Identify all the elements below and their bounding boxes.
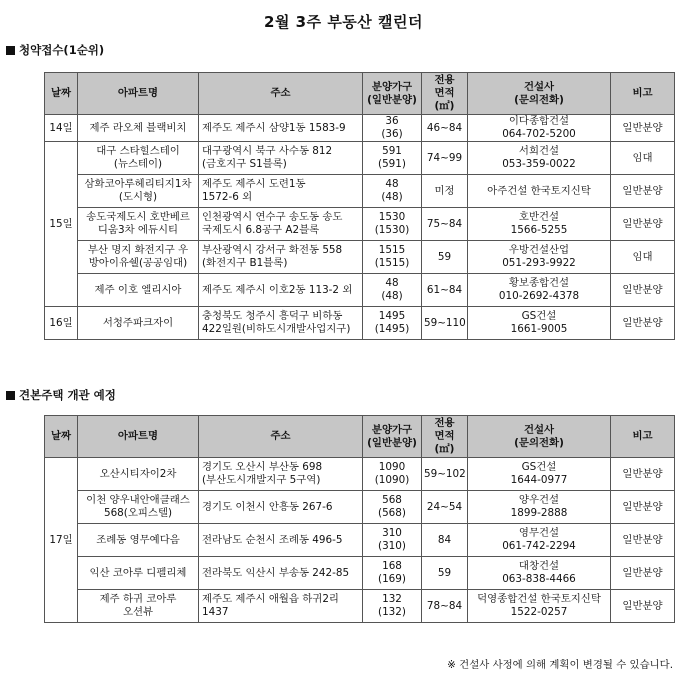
cell-date: 16일 [45,307,78,340]
cell-area: 59 [422,241,468,274]
section-heading-subscription [6,42,104,58]
table-row [45,491,675,524]
cell-builder: 서희건설 053-359-0022 [468,142,611,175]
cell-builder: 대창건설 063-838-4466 [468,557,611,590]
column-header-name: 아파트명 [78,73,199,115]
cell-area: 59~102 [422,458,468,491]
cell-area: 59~110 [422,307,468,340]
cell-units: 568 (568) [363,491,422,524]
cell-name: 오산시티자이2차 [78,458,199,491]
table-row [45,557,675,590]
cell-address: 충청북도 청주시 흥덕구 비하동 422일원(비하도시개발사업지구) [199,307,363,340]
cell-area: 59 [422,557,468,590]
column-header-date: 날짜 [45,73,78,115]
model-house-table [44,415,675,623]
table-row [45,524,675,557]
column-header-note: 비고 [611,416,675,458]
column-header-note: 비고 [611,73,675,115]
cell-area: 78~84 [422,590,468,623]
cell-units: 36 (36) [363,115,422,142]
column-header-date: 날짜 [45,416,78,458]
cell-units: 591 (591) [363,142,422,175]
cell-builder: 호반건설 1566-5255 [468,208,611,241]
column-header-units: 분양가구 (일반분양) [363,416,422,458]
cell-area: 24~54 [422,491,468,524]
cell-address: 경기도 이천시 안흥동 267-6 [199,491,363,524]
cell-area: 46~84 [422,115,468,142]
cell-units: 132 (132) [363,590,422,623]
cell-address: 제주도 제주시 도련1동 1572-6 외 [199,175,363,208]
cell-note: 일반분양 [611,590,675,623]
column-header-builder: 건설사 (문의전화) [468,416,611,458]
cell-address: 경기도 오산시 부산동 698 (부산도시개발지구 5구역) [199,458,363,491]
cell-units: 1495 (1495) [363,307,422,340]
cell-name: 제주 이호 엘리시아 [78,274,199,307]
cell-area: 61~84 [422,274,468,307]
cell-area: 미정 [422,175,468,208]
table-header-row [45,416,675,458]
cell-name: 제주 하귀 코아루 오션뷰 [78,590,199,623]
cell-note: 임대 [611,142,675,175]
cell-name: 삼화코아루헤리티지1차 (도시형) [78,175,199,208]
footnote: ※ 건설사 사정에 의해 계획이 변경될 수 있습니다. [447,659,673,671]
cell-name: 제주 라오체 블랙비치 [78,115,199,142]
cell-units: 48 (48) [363,175,422,208]
table-row [45,307,675,340]
cell-builder: 덕영종합건설 한국토지신탁 1522-0257 [468,590,611,623]
subscription-table [44,72,675,340]
table-row [45,142,675,175]
cell-name: 익산 코아루 디펠리체 [78,557,199,590]
cell-name: 대구 스타힐스테이 (뉴스테이) [78,142,199,175]
cell-builder: 양우건설 1899-2888 [468,491,611,524]
cell-units: 48 (48) [363,274,422,307]
cell-units: 168 (169) [363,557,422,590]
column-header-address: 주소 [199,416,363,458]
cell-address: 인천광역시 연수구 송도동 송도 국제도시 6.8공구 A2블록 [199,208,363,241]
cell-name: 송도국제도시 호반베르 디움3차 에듀시티 [78,208,199,241]
bullet-square-icon [6,46,15,55]
cell-units: 1515 (1515) [363,241,422,274]
cell-note: 일반분양 [611,524,675,557]
table-row [45,241,675,274]
cell-note: 일반분양 [611,458,675,491]
cell-note: 일반분양 [611,274,675,307]
table-row [45,115,675,142]
cell-name: 서청주파크자이 [78,307,199,340]
cell-builder: 영무건설 061-742-2294 [468,524,611,557]
section-title: 견본주택 개관 예정 [19,388,116,402]
table-row [45,274,675,307]
cell-builder: GS건설 1661-9005 [468,307,611,340]
bullet-square-icon [6,391,15,400]
table-header-row [45,73,675,115]
cell-note: 일반분양 [611,557,675,590]
cell-units: 1090 (1090) [363,458,422,491]
cell-name: 조례동 영무예다음 [78,524,199,557]
cell-address: 제주도 제주시 이호2동 113-2 외 [199,274,363,307]
cell-date: 17일 [45,458,78,623]
section-heading-model-house [6,387,116,403]
column-header-address: 주소 [199,73,363,115]
cell-units: 1530 (1530) [363,208,422,241]
cell-note: 일반분양 [611,491,675,524]
column-header-area: 전용 면적 (㎡) [422,73,468,115]
cell-note: 일반분양 [611,175,675,208]
cell-area: 75~84 [422,208,468,241]
cell-date: 14일 [45,115,78,142]
cell-address: 전라북도 익산시 부송동 242-85 [199,557,363,590]
table-row [45,175,675,208]
cell-note: 일반분양 [611,208,675,241]
cell-builder: 우방건설산업 051-293-9922 [468,241,611,274]
cell-note: 일반분양 [611,115,675,142]
cell-area: 84 [422,524,468,557]
page-title: 2월 3주 부동산 캘린더 [264,13,423,31]
cell-builder: 아주건설 한국토지신탁 [468,175,611,208]
column-header-units: 분양가구 (일반분양) [363,73,422,115]
section-title: 청약접수(1순위) [19,43,105,57]
cell-address: 전라남도 순천시 조례동 496-5 [199,524,363,557]
cell-area: 74~99 [422,142,468,175]
cell-address: 제주도 제주시 삼양1동 1583-9 [199,115,363,142]
cell-name: 이천 양우내안애클래스 568(오피스텔) [78,491,199,524]
column-header-area: 전용 면적 (㎡) [422,416,468,458]
cell-builder: GS건설 1644-0977 [468,458,611,491]
cell-date: 15일 [45,142,78,307]
table-row [45,590,675,623]
cell-units: 310 (310) [363,524,422,557]
cell-address: 대구광역시 북구 사수동 812 (금호지구 S1블록) [199,142,363,175]
cell-address: 부산광역시 강서구 화전동 558 (화전지구 B1블록) [199,241,363,274]
cell-builder: 이다종합건설 064-702-5200 [468,115,611,142]
cell-address: 제주도 제주시 애월읍 하귀2리 1437 [199,590,363,623]
column-header-builder: 건설사 (문의전화) [468,73,611,115]
column-header-name: 아파트명 [78,416,199,458]
cell-name: 부산 명지 화전지구 우 방아이유쉘(공공임대) [78,241,199,274]
table-row [45,458,675,491]
table-row [45,208,675,241]
cell-builder: 황보종합건설 010-2692-4378 [468,274,611,307]
cell-note: 임대 [611,241,675,274]
cell-note: 일반분양 [611,307,675,340]
